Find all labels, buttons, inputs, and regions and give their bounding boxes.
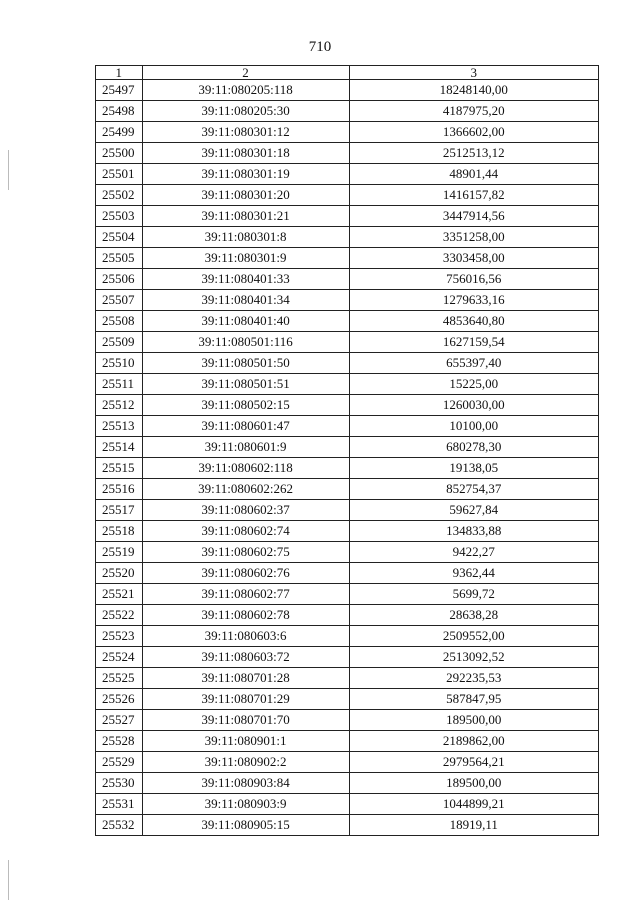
table-row bbox=[96, 626, 599, 647]
cadastral-value: 59627,84 bbox=[349, 500, 598, 521]
cadastral-value: 4187975,20 bbox=[349, 101, 598, 122]
cadastral-number: 39:11:080205:30 bbox=[142, 101, 349, 122]
table-row bbox=[96, 290, 599, 311]
cadastral-value: 48901,44 bbox=[349, 164, 598, 185]
cadastral-number: 39:11:080903:9 bbox=[142, 794, 349, 815]
row-number: 25532 bbox=[96, 815, 143, 836]
cadastral-value: 4853640,80 bbox=[349, 311, 598, 332]
table-row bbox=[96, 458, 599, 479]
row-number: 25522 bbox=[96, 605, 143, 626]
table-row bbox=[96, 542, 599, 563]
table-row bbox=[96, 227, 599, 248]
cadastral-number: 39:11:080901:1 bbox=[142, 731, 349, 752]
cadastral-number: 39:11:080905:15 bbox=[142, 815, 349, 836]
row-number: 25505 bbox=[96, 248, 143, 269]
cadastral-value: 2512513,12 bbox=[349, 143, 598, 164]
table-row bbox=[96, 584, 599, 605]
cadastral-value: 587847,95 bbox=[349, 689, 598, 710]
cadastral-number: 39:11:080603:72 bbox=[142, 647, 349, 668]
cadastral-value: 1366602,00 bbox=[349, 122, 598, 143]
cadastral-value: 1260030,00 bbox=[349, 395, 598, 416]
cadastral-number: 39:11:080502:15 bbox=[142, 395, 349, 416]
cadastral-value: 19138,05 bbox=[349, 458, 598, 479]
cadastral-number: 39:11:080301:19 bbox=[142, 164, 349, 185]
table-row bbox=[96, 500, 599, 521]
row-number: 25503 bbox=[96, 206, 143, 227]
row-number: 25498 bbox=[96, 101, 143, 122]
cadastral-value: 655397,40 bbox=[349, 353, 598, 374]
row-number: 25502 bbox=[96, 185, 143, 206]
table-row bbox=[96, 311, 599, 332]
row-number: 25504 bbox=[96, 227, 143, 248]
cadastral-number: 39:11:080501:51 bbox=[142, 374, 349, 395]
table-row bbox=[96, 122, 599, 143]
cadastral-value: 756016,56 bbox=[349, 269, 598, 290]
row-number: 25499 bbox=[96, 122, 143, 143]
row-number: 25515 bbox=[96, 458, 143, 479]
row-number: 25513 bbox=[96, 416, 143, 437]
cadastral-number: 39:11:080602:74 bbox=[142, 521, 349, 542]
row-number: 25516 bbox=[96, 479, 143, 500]
row-number: 25523 bbox=[96, 626, 143, 647]
cadastral-value: 189500,00 bbox=[349, 710, 598, 731]
cadastral-number: 39:11:080603:6 bbox=[142, 626, 349, 647]
cadastral-number: 39:11:080301:9 bbox=[142, 248, 349, 269]
cadastral-value: 1627159,54 bbox=[349, 332, 598, 353]
cadastral-number: 39:11:080601:47 bbox=[142, 416, 349, 437]
cadastral-number: 39:11:080903:84 bbox=[142, 773, 349, 794]
table-row bbox=[96, 731, 599, 752]
row-number: 25512 bbox=[96, 395, 143, 416]
table-row bbox=[96, 416, 599, 437]
cadastral-number: 39:11:080401:33 bbox=[142, 269, 349, 290]
row-number: 25519 bbox=[96, 542, 143, 563]
cadastral-number: 39:11:080701:70 bbox=[142, 710, 349, 731]
cadastral-value: 1279633,16 bbox=[349, 290, 598, 311]
table-row bbox=[96, 563, 599, 584]
cadastral-number: 39:11:080602:76 bbox=[142, 563, 349, 584]
row-number: 25521 bbox=[96, 584, 143, 605]
cadastral-value: 1416157,82 bbox=[349, 185, 598, 206]
cadastral-value: 2189862,00 bbox=[349, 731, 598, 752]
cadastral-value: 2513092,52 bbox=[349, 647, 598, 668]
cadastral-value: 3303458,00 bbox=[349, 248, 598, 269]
cadastral-number: 39:11:080701:28 bbox=[142, 668, 349, 689]
row-number: 25511 bbox=[96, 374, 143, 395]
cadastral-number: 39:11:080301:12 bbox=[142, 122, 349, 143]
cadastral-number: 39:11:080301:8 bbox=[142, 227, 349, 248]
scan-margin-line bbox=[8, 150, 9, 190]
row-number: 25528 bbox=[96, 731, 143, 752]
row-number: 25524 bbox=[96, 647, 143, 668]
row-number: 25506 bbox=[96, 269, 143, 290]
row-number: 25529 bbox=[96, 752, 143, 773]
row-number: 25518 bbox=[96, 521, 143, 542]
row-number: 25501 bbox=[96, 164, 143, 185]
cadastral-number: 39:11:080401:34 bbox=[142, 290, 349, 311]
row-number: 25531 bbox=[96, 794, 143, 815]
table-row bbox=[96, 815, 599, 836]
row-number: 25497 bbox=[96, 80, 143, 101]
cadastral-number: 39:11:080301:21 bbox=[142, 206, 349, 227]
table-row bbox=[96, 647, 599, 668]
cadastral-number: 39:11:080205:118 bbox=[142, 80, 349, 101]
cadastral-number: 39:11:080501:50 bbox=[142, 353, 349, 374]
table-row bbox=[96, 206, 599, 227]
cadastral-number: 39:11:080301:18 bbox=[142, 143, 349, 164]
row-number: 25526 bbox=[96, 689, 143, 710]
table-row bbox=[96, 794, 599, 815]
row-number: 25525 bbox=[96, 668, 143, 689]
cadastral-value: 852754,37 bbox=[349, 479, 598, 500]
cadastral-value: 15225,00 bbox=[349, 374, 598, 395]
table-row bbox=[96, 773, 599, 794]
table-header bbox=[96, 66, 599, 80]
table-row bbox=[96, 269, 599, 290]
cadastral-number: 39:11:080601:9 bbox=[142, 437, 349, 458]
table-row bbox=[96, 605, 599, 626]
cadastral-value: 680278,30 bbox=[349, 437, 598, 458]
table-row bbox=[96, 164, 599, 185]
cadastral-number: 39:11:080301:20 bbox=[142, 185, 349, 206]
table-row bbox=[96, 710, 599, 731]
header-row bbox=[96, 66, 599, 80]
row-number: 25514 bbox=[96, 437, 143, 458]
row-number: 25508 bbox=[96, 311, 143, 332]
row-number: 25530 bbox=[96, 773, 143, 794]
cadastral-number: 39:11:080602:118 bbox=[142, 458, 349, 479]
table-row bbox=[96, 185, 599, 206]
row-number: 25500 bbox=[96, 143, 143, 164]
row-number: 25527 bbox=[96, 710, 143, 731]
cadastral-value: 3351258,00 bbox=[349, 227, 598, 248]
table-row bbox=[96, 689, 599, 710]
cadastral-value: 28638,28 bbox=[349, 605, 598, 626]
cadastral-value: 3447914,56 bbox=[349, 206, 598, 227]
cadastral-value: 1044899,21 bbox=[349, 794, 598, 815]
cadastral-value: 9362,44 bbox=[349, 563, 598, 584]
table-row bbox=[96, 374, 599, 395]
table-row bbox=[96, 101, 599, 122]
table-row bbox=[96, 395, 599, 416]
table-row bbox=[96, 479, 599, 500]
cadastral-value: 189500,00 bbox=[349, 773, 598, 794]
register-table bbox=[95, 65, 599, 836]
cadastral-value: 5699,72 bbox=[349, 584, 598, 605]
cadastral-value: 10100,00 bbox=[349, 416, 598, 437]
cadastral-number: 39:11:080401:40 bbox=[142, 311, 349, 332]
cadastral-value: 18248140,00 bbox=[349, 80, 598, 101]
table-row bbox=[96, 353, 599, 374]
row-number: 25510 bbox=[96, 353, 143, 374]
table-row bbox=[96, 668, 599, 689]
cadastral-value: 134833,88 bbox=[349, 521, 598, 542]
column-header-1: 1 bbox=[96, 66, 143, 80]
table-row bbox=[96, 521, 599, 542]
table-body bbox=[96, 80, 599, 836]
cadastral-number: 39:11:080602:262 bbox=[142, 479, 349, 500]
table-row bbox=[96, 752, 599, 773]
cadastral-value: 2979564,21 bbox=[349, 752, 598, 773]
table-row bbox=[96, 248, 599, 269]
cadastral-value: 2509552,00 bbox=[349, 626, 598, 647]
cadastral-number: 39:11:080902:2 bbox=[142, 752, 349, 773]
cadastral-value: 18919,11 bbox=[349, 815, 598, 836]
table-row bbox=[96, 80, 599, 101]
page-number: 710 bbox=[308, 39, 332, 55]
cadastral-number: 39:11:080701:29 bbox=[142, 689, 349, 710]
cadastral-number: 39:11:080501:116 bbox=[142, 332, 349, 353]
row-number: 25520 bbox=[96, 563, 143, 584]
cadastral-number: 39:11:080602:75 bbox=[142, 542, 349, 563]
row-number: 25507 bbox=[96, 290, 143, 311]
column-header-3: 3 bbox=[349, 66, 598, 80]
row-number: 25517 bbox=[96, 500, 143, 521]
scan-margin-line bbox=[8, 860, 9, 900]
cadastral-number: 39:11:080602:78 bbox=[142, 605, 349, 626]
table-row bbox=[96, 143, 599, 164]
table-row bbox=[96, 437, 599, 458]
cadastral-number: 39:11:080602:37 bbox=[142, 500, 349, 521]
column-header-2: 2 bbox=[142, 66, 349, 80]
cadastral-value: 9422,27 bbox=[349, 542, 598, 563]
cadastral-number: 39:11:080602:77 bbox=[142, 584, 349, 605]
row-number: 25509 bbox=[96, 332, 143, 353]
cadastral-value: 292235,53 bbox=[349, 668, 598, 689]
table-row bbox=[96, 332, 599, 353]
